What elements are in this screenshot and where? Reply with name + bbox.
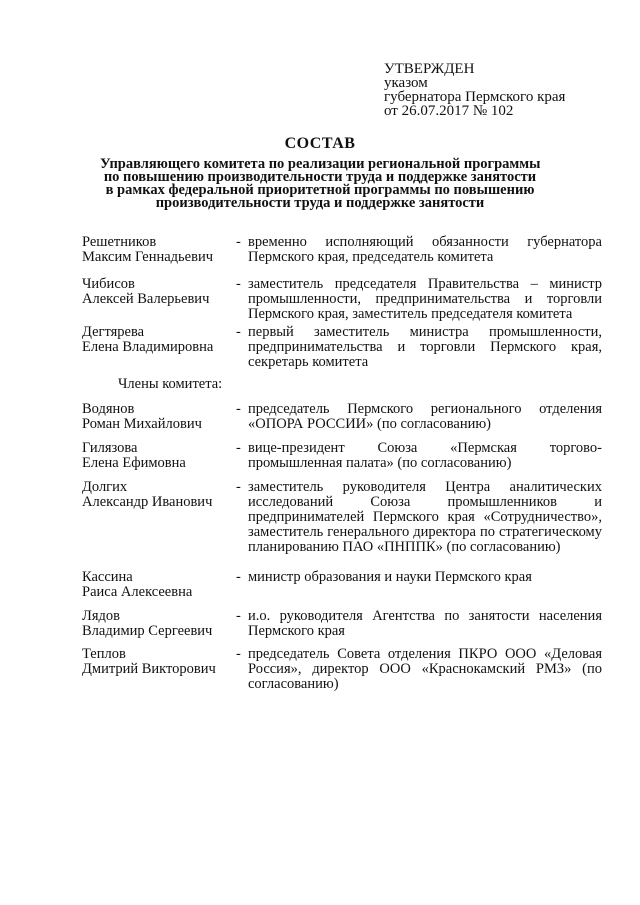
approval-line: указом xyxy=(384,75,428,91)
member-role: министр образования и науки Пермского края xyxy=(248,569,532,585)
subtitle-line: в рамках федеральной приоритетной программы по повышению xyxy=(105,182,535,198)
member-role: заместитель руководителя Центра аналитических исследований Союза промышленников и предпринимателей Пермского края «Сотрудничество», заместитель генерального директора по стратегическому планированию ПАО «ПНППК» (по согласованию) xyxy=(248,479,602,555)
subtitle-line: производительности труда и поддержке занятости xyxy=(155,195,485,211)
member-dash: - xyxy=(236,276,241,292)
approval-stamp xyxy=(384,62,565,118)
member-dash: - xyxy=(236,569,241,585)
member-dash: - xyxy=(236,646,241,662)
member-role: вице-президент Союза «Пермская торгово-промышленная палата» (по согласованию) xyxy=(248,440,602,471)
member-dash: - xyxy=(236,440,241,456)
member-name xyxy=(82,402,237,432)
members-heading: Члены комитета: xyxy=(118,376,223,392)
member-name xyxy=(82,441,237,471)
member-name xyxy=(82,480,237,510)
member-surname: Лядов xyxy=(82,608,120,624)
member-surname: Водянов xyxy=(82,401,135,417)
member-role: заместитель председателя Правительства – министр промышленности, предпринимательства и торговли Пермского края, заместитель председателя комитета xyxy=(248,276,602,322)
member-surname: Гилязова xyxy=(82,440,138,456)
member-surname: Долгих xyxy=(82,479,128,495)
member-name xyxy=(82,325,237,355)
member-role: и.о. руководителя Агентства по занятости населения Пермского края xyxy=(248,608,602,639)
approval-date: от 26.07.2017 № 102 xyxy=(384,103,514,119)
member-name xyxy=(82,647,237,677)
document-subtitle xyxy=(100,158,540,210)
member-name xyxy=(82,277,237,307)
approval-title: УТВЕРЖДЕН xyxy=(384,61,475,77)
member-given-name: Елена Ефимовна xyxy=(82,455,186,471)
approval-line: губернатора Пермского края xyxy=(384,89,566,105)
member-given-name: Роман Михайлович xyxy=(82,416,202,432)
member-dash: - xyxy=(236,479,241,495)
member-given-name: Максим Геннадьевич xyxy=(82,249,214,265)
member-surname: Чибисов xyxy=(82,276,135,292)
member-role: председатель Пермского регионального отделения «ОПОРА РОССИИ» (по согласованию) xyxy=(248,401,602,432)
document-title: СОСТАВ xyxy=(284,135,356,152)
member-dash: - xyxy=(236,401,241,417)
member-name xyxy=(82,609,237,639)
subtitle-line: по повышению производительности труда и поддержке занятости xyxy=(103,169,537,185)
member-role: председатель Совета отделения ПКРО ООО «Деловая Россия», директор ООО «Краснокамский РМЗ» (по согласованию) xyxy=(248,646,602,692)
member-given-name: Раиса Алексеевна xyxy=(82,584,193,600)
member-given-name: Елена Владимировна xyxy=(82,339,214,355)
member-dash: - xyxy=(236,324,241,340)
member-name xyxy=(82,235,237,265)
member-role: первый заместитель министра промышленности, предпринимательства и торговли Пермского края, секретарь комитета xyxy=(248,324,602,370)
member-given-name: Дмитрий Викторович xyxy=(82,661,216,677)
member-surname: Дегтярева xyxy=(82,324,145,340)
member-dash: - xyxy=(236,234,241,250)
member-surname: Теплов xyxy=(82,646,126,662)
member-given-name: Алексей Валерьевич xyxy=(82,291,210,307)
member-role: временно исполняющий обязанности губернатора Пермского края, председатель комитета xyxy=(248,234,602,265)
member-surname: Решетников xyxy=(82,234,157,250)
member-dash: - xyxy=(236,608,241,624)
subtitle-line: Управляющего комитета по реализации региональной программы xyxy=(100,156,541,172)
member-name xyxy=(82,570,237,600)
member-given-name: Александр Иванович xyxy=(82,494,213,510)
member-surname: Кассина xyxy=(82,569,133,585)
member-given-name: Владимир Сергеевич xyxy=(82,623,213,639)
